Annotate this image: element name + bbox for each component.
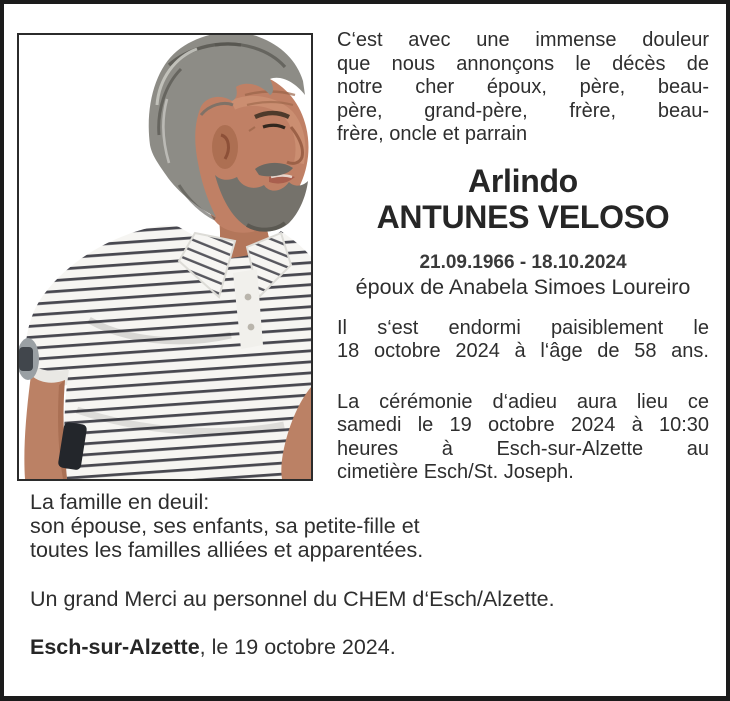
text-line: cimetière Esch/St. Joseph. (337, 461, 574, 483)
announcement-column (337, 29, 709, 485)
death-paragraph (337, 317, 709, 364)
text-line: son épouse, ses enfants, sa petite-fille et (30, 513, 420, 538)
text-line: 18 octobre 2024 à l‘âge de 58 ans. (337, 340, 709, 362)
button (248, 324, 255, 331)
deceased-first-name: Arlindo (468, 162, 578, 199)
intro-paragraph (337, 29, 709, 147)
portrait-illustration (19, 35, 311, 479)
text-line: La famille en deuil: (30, 490, 210, 514)
text-line: père, grand-père, frère, beau- (337, 99, 709, 122)
text-line: Il s‘est endormi paisiblement le (337, 316, 709, 339)
portrait-photo (17, 33, 313, 481)
text-line: La cérémonie d‘adieu aura lieu ce (337, 390, 709, 413)
text-line: samedi le 19 octobre 2024 à 10:30 (337, 414, 709, 436)
text-line: C‘est avec une immense douleur (337, 29, 709, 51)
text-line: heures à Esch-sur-Alzette au (337, 437, 709, 460)
birth-death-dates: 21.09.1966 - 18.10.2024 (419, 251, 627, 273)
text-line: que nous annonçons le décès de (337, 52, 709, 75)
closing-city: Esch-sur-Alzette (30, 635, 200, 660)
text-line: notre cher époux, père, beau- (337, 76, 709, 98)
text-line: toutes les familles alliées et apparentées. (30, 537, 424, 562)
family-section (30, 491, 708, 660)
spouse-line: époux de Anabela Simoes Loureiro (355, 274, 691, 299)
closing-line (30, 636, 708, 660)
family-paragraph (30, 491, 708, 562)
thanks-line: Un grand Merci au personnel du CHEM d‘Esch/Alzette. (30, 587, 555, 612)
closing-date: , le 19 octobre 2024. (199, 635, 396, 660)
ear-shape (212, 125, 238, 169)
button (245, 294, 252, 301)
ceremony-paragraph (337, 391, 709, 485)
text-line: frère, oncle et parrain (337, 123, 528, 145)
deceased-last-name: ANTUNES VELOSO (376, 198, 670, 235)
